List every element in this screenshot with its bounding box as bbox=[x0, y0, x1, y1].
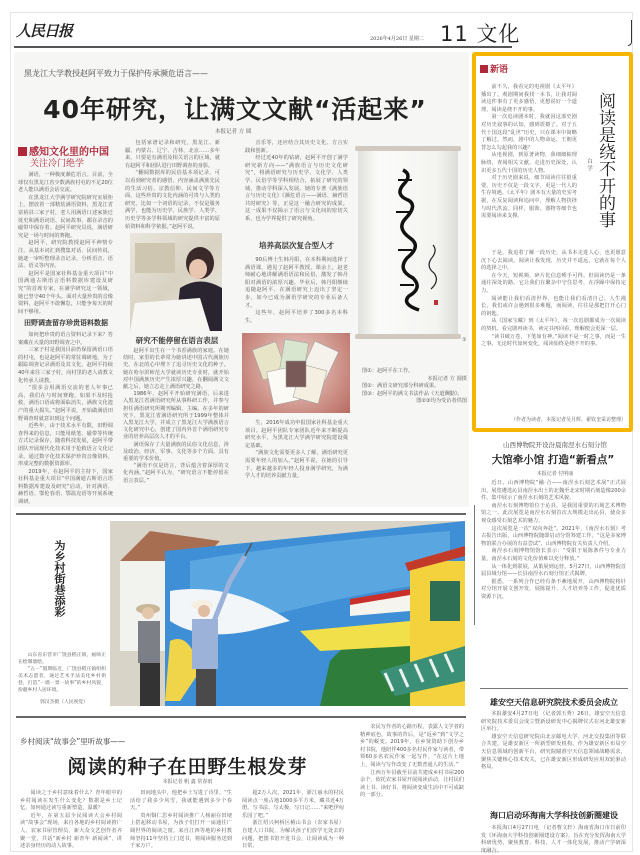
masthead-logo: 人民日报 bbox=[16, 22, 73, 40]
section-bracket bbox=[628, 20, 632, 46]
paragraph: 1986年，赵阿平开始研究满语，后来进入黑龙江省满语研究所从事科研工作，并参与担任满语研究所期刊编辑、主编。在多年的研究下，黑龙江省满语研究所于1999年整体并入黑龙江大学，并成立了黑龙江大学满族语言文化研究中心，创建了国内外首个满语研究专业的培养高层次人才的平台。 bbox=[123, 391, 229, 441]
paragraph: 据悉，一系列合作已经有条不紊地展开，山西博物院将针对分馆开展文创开发、展陈提升、人才培养等工作，促进优质资源下沉。 bbox=[481, 578, 626, 600]
subhead-talent: 培养高层次复合型人才 bbox=[259, 241, 334, 250]
col1b-body bbox=[18, 332, 113, 504]
paragraph: 南涅水石刻博物馆位于沁县，是我国重要的石刻艺术博物馆之一。此次展览是南涅水石刻首次大规模走出沁县，使众多观众感受石刻艺术的魅力。 bbox=[481, 502, 626, 524]
paragraph: 从电视剧，到原著读物，我细细梳理脉络，查阅相关文献，走进历史深处，认识更多五代十国的历史人物。 bbox=[481, 152, 577, 174]
column-tag-icon bbox=[18, 147, 27, 156]
commentary-author: 白 学 bbox=[586, 158, 592, 171]
reading-col3 bbox=[242, 790, 344, 852]
xiongan-headline: 雄安空天信息研究院技术委员会成立 bbox=[490, 698, 618, 707]
paragraph: 农民写作者的心路历程，表露人文学者的精神底色。故事的背后，是“返乡”到“文学之乡”的蜕变。2019年，在乡贤资助下创办乡村书院，他陪伴400多名村民作家与读者，带领60多名农民作家一起写作，“在这片土地上，阅读与写作改变了无数普通人的生活。” bbox=[360, 724, 464, 768]
paragraph: 阅读之于乡村意味着什么？青年眼中的乡村阅读在发生什么变化？数据是乡土记忆，如何通过读写重新塑造，温暖？ bbox=[20, 790, 122, 812]
photo-books bbox=[242, 333, 350, 413]
paragraph: 这次展览是一次“双向奔赴”。2021年，《南涅水石刻》考古报告出版，山西博物院随即启动分馆筹建工作。“这是多家博物馆联合办展的有益尝试”，山西博物院有关负责人介绍。 bbox=[481, 525, 626, 547]
paragraph: “读书破万卷，下笔如有神。”阅读不是一时之事，而是一生之事。无论时代如何变化，阅读始终是绕不开的事。 bbox=[481, 333, 626, 348]
photo-story-caption bbox=[18, 652, 106, 698]
paragraph: 赵阿平是国家社科基金重大项目“中国满通古斯语言语料数据库建设及研究”的首席专家，在满学研究这一领域，她已坚守40个年头。面对大量珍贵的音像资料，赵阿平不敢懈怠，只能争每天的时间不够用。 bbox=[18, 270, 113, 315]
museum-headline: 大馆牵小馆 打造“新看点” bbox=[491, 454, 615, 466]
museum-kicker: 山西博物院开设汾晨南涅水石刻分馆 bbox=[503, 441, 607, 449]
paragraph: 赵阿平出生在一个书香满族的家庭。在她幼时，家里的长辈常为她讲述中国古代满族历史。在北的心中埋下了追寻历史文化的种子。她在哈尔滨师范大学就读历史专业时，就开始对中国满族历史产生浓厚兴趣，在翻阅满文文献之后，她立志走上满语研究之路。 bbox=[123, 348, 229, 391]
column-subtitle: 关注冷门绝学 bbox=[30, 159, 85, 169]
haikou-headline: 海口启动环海南大学科技创新圈建设 bbox=[490, 811, 618, 820]
paragraph: 对于历史剧来说，细节阅读往往很重要。历史不仅是一段文字，更是一代人的生存境遇。《太平年》剧本有大量的史实考据，在反复阅读和追问中，理解人物抉择与时代洪流。同样，服饰、器物等细节也需要阅读来支撑。 bbox=[481, 175, 577, 220]
reading-col2 bbox=[130, 790, 232, 852]
paragraph: 浙江绍兴柯桥区稽山书会（农家书屋）自建人口书院，为解决孩子们放学无处去的问题，把图书馆开进书会，让阅读成为一种日常。 bbox=[242, 820, 344, 850]
photo-captions: 图①：赵阿平在工作。 本报记者 方 圆摄 图②：满语文研究部分科研成果。 图③：赵阿平的满文书法作品《天道酬勤》。 图②③均为受访者供图 bbox=[362, 368, 467, 405]
subhead-fieldwork: 田野调查留存珍贵语料数据 bbox=[24, 319, 108, 327]
paragraph: 90后博士生韩丹阳，在本科期间选择了满语课，遇见了赵阿平教授。课余上，赵老师耐心地讲解满语语法和民俗，激发了韩丹阳对满语的浓厚兴趣。毕业后，韩丹阳继续追随赵阿平，在满语研究上迈出了坚定一步，如今已成为满语学研究的专业后备人才。 bbox=[245, 257, 348, 309]
paragraph: 近年，在第五届全民阅读大会乡村阅读“故事会”现场，来自各地的乡村阅读推广人、农家书屋管理员、新大众文艺创作者齐聚一堂，共话“新乡村 新青年 新阅读”，讲述亲身经历的动人故事。 bbox=[20, 812, 122, 850]
reading-headline: 阅读的种子在田野生根发芽 bbox=[67, 756, 308, 778]
paragraph: 于是，我追着了解一段历史，从书本走进人心，也更愿意沉下心去阅读。阅读让我发现，历史并不遥远，它就在每个人的选择之中。 bbox=[481, 250, 626, 272]
column-divider bbox=[474, 505, 475, 625]
main-headline: 40年研究，让满文文献“活起来” bbox=[43, 95, 427, 124]
paragraph: 经过近40年的钻研，赵阿平开创了满学研究新方向——“满族语言与历史文化研究”，将满语研究与历史学、文化学、人类学、民俗学等学科相结合，拓展了研究的领域，推动学科深入发展。她的专著《满族语言与历史文化》《濒危语言——满语、赫哲语共时研究》等，正是这一融合研究的成果。这一成果不仅揭示了语言与文化间的密切关系，也为学界提供了研究视角。 bbox=[245, 155, 348, 222]
paragraph: 这些年，赵阿平培养了300多名本科生。 bbox=[245, 310, 348, 324]
commentary-body-top bbox=[481, 84, 577, 249]
photo-researcher bbox=[130, 233, 222, 331]
paragraph: 在黑龙江大学满学研究院研究室展柜上，摆放着一部精装满语资料，黑龙江省富裕县三家子村，老人用满语口述家族迁徙史和满语词语、民间故事，都在录音的磁带中保存着。赵阿平研究员说，满语研究是一场与时间的赛跑。 bbox=[18, 194, 113, 239]
paragraph: 第一次追读剧本时，我就因这部史剧对历史叙事的认知，感到震撼了。对于五代十国这段“乱世”历史，只在课本中简略了解过。然而，剧中的人物命运、王朝更替怎么勾起我的兴趣？ bbox=[481, 114, 577, 151]
paragraph: 从《国家宝藏》到《太平年》，每一次追剧都成为一次阅读的契机。看完剧再读书，读完书再回看，理解便会更深一层。 bbox=[481, 318, 626, 332]
paragraph: 超2万人次。2021年，浙江丽水的村民阅读点一度占地1000多平方米，藏书近4万册。写书法、写太极、写日记……“来吧伊甸乐园了吧。” bbox=[242, 790, 344, 819]
paragraph: 近些年，由于技术水平有限，田野调查得来的信息，只能用纸笔、磁带等传统方式记录保存。随着科技发展，赵阿平带团队开展现代化技术用于抢救语言文化记录，通过数字化技术保护珍贵音像资料，形成完整的数据资源库。 bbox=[18, 423, 113, 468]
col2b-body bbox=[123, 348, 229, 506]
paragraph: 音乐等，还应结合其历史文化、方言实践和创新。 bbox=[245, 140, 348, 154]
paragraph: 生，2016年成功申报国家社科基金重大项目。赵阿平团队专家团队近年来不断提高研究水平，为黑龙江大学满学研究院建设奠定基础。 bbox=[245, 420, 348, 449]
photo-number-1: ① bbox=[462, 337, 467, 343]
reading-col4 bbox=[360, 724, 464, 852]
paragraph: 从一体化到联展，从策展到运营，5月27日，山西博物院首届县域分馆——长县南涅水石刻分馆正式揭牌。 bbox=[481, 563, 626, 578]
museum-byline: 本报记者 付明丽 bbox=[536, 471, 574, 477]
museum-body bbox=[481, 480, 626, 680]
commentary-tag-label: 新语 bbox=[490, 65, 509, 75]
paragraph: 包括家谱记录和研究，黑龙江、新疆、内蒙古、辽宁、吉林、北京……多年来，只要是有满语及相关语言的区域，就有赵阿平和团队进行田野调查的身影。 bbox=[125, 140, 220, 169]
column-tag-label: 感知文化里的中国 bbox=[29, 147, 109, 158]
col2-body bbox=[125, 140, 220, 232]
paragraph: 贵州铜仁思乡村阅读推广人杨丽在田埂上搭起移动书屋，为孩子们打开一扇通往广阔世界的阅读之窗。来自江西等地的乡村教师坚持11年坚持上门送书，将阅读服务送到千家万户。 bbox=[130, 812, 232, 850]
paragraph: “很多会用满语交流的老人年事已高，我们在与时间赛跑。如果不及时抢救，满语口语或将面临消失，满族文化遗产的重大损失。”赵阿平说，开始做满语田野调查时就意识到这个问题。 bbox=[18, 385, 113, 422]
paragraph: 山东省东营市广饶县稻庄镇，画师正在绘制墙绘。 bbox=[18, 653, 106, 665]
commentary-tag bbox=[480, 62, 508, 75]
main-byline: 本报记者 方 圆 bbox=[215, 129, 252, 135]
page-label bbox=[440, 18, 520, 48]
reading-byline: 本报记者 帆 鑫 常春雨 bbox=[162, 779, 213, 785]
paragraph: 三家子村是我国目前仍保留满语口语的村屯，也是赵阿平的常驻调研地。为了跟踪调查记录满语及其文化，赵阿平持续40年来往三家子村，向村里的老人请教文化传承人请教。 bbox=[18, 347, 113, 384]
section-name: 文化 bbox=[476, 22, 521, 46]
reading-kicker: 乡村阅读“故事会”里听故事—— bbox=[20, 737, 126, 746]
masthead-rule bbox=[14, 46, 512, 48]
paragraph: 阅读能让我们看清世界，也能让我们看清自己。人生漫长，我们或许会遇到很多难题，而阅读，往往是那把打开心门的钥匙。 bbox=[481, 295, 626, 317]
col3-body bbox=[245, 140, 348, 228]
paragraph: 南涅水石刻博物馆馆长表示：“受限于展陈条件与专业力量，南涅水石刻的文化价值难以充分释放。” bbox=[481, 548, 626, 562]
paragraph: 在今天，短视频、碎片化信息唾手可得。但阅读仍是一条通往深处的路，它让我们在繁杂中守住思考，在浮躁中保持定力。 bbox=[481, 272, 626, 294]
photo-calligraphy-scroll bbox=[358, 150, 458, 335]
haikou-body bbox=[481, 825, 626, 852]
commentary-credit: （作者为读者，本报记者吴月辉、翟钦奎采访整理） bbox=[510, 417, 626, 423]
xiongan-body bbox=[481, 711, 626, 795]
paragraph: 满语保存了大量满族的民俗文化信息，涉及政治、经济、军事、文化等多个方面，具有重要的学术价值。 bbox=[123, 441, 229, 463]
divider bbox=[16, 716, 466, 718]
paragraph: 江西万年县截至目前共建成乡村书屋200余个，依托农家书屋开展阅读活动，让村民们读上书、读好书，将阅读变成生活中不可或缺的一部分。 bbox=[360, 769, 464, 799]
col3b-body bbox=[245, 257, 348, 324]
paragraph: “满族文化需要更多人了解，满语研究更需要年轻人的加入。”赵阿平说，在她的引导下，越来越多的年轻人投身满学研究，为满学人才的培养贡献力量。 bbox=[245, 450, 348, 480]
paragraph: 如何把珍贵的语言资料记录下来？答案藏在大量的田野调查之中。 bbox=[18, 332, 113, 346]
paragraph: 近日，山西博物院“融·合——南涅水石刻艺术展”正式展出，展览遴选沁县南涅水出土的北魏至北宋时期石刻造像200余件，集中展示了南涅水石刻的艺术风貌。 bbox=[481, 480, 626, 502]
col3c-body bbox=[245, 420, 348, 505]
photo-mural-painting bbox=[110, 521, 465, 706]
photo-story-title: 为乡村街巷添彩 bbox=[53, 540, 66, 617]
paragraph: 赵阿平，研究院教授赵阿平神情专注，从基本词汇到搜集对话、民间传说，她逐一审听整理录音记录，分析语音、语法、语义等内容。 bbox=[18, 240, 113, 270]
reading-col1 bbox=[20, 790, 122, 852]
paragraph: 雄安空天信息研究院由北京邮电大学、河北交投集团等联合共建，是雄安新区一所新型研发机构。作为雄安新区布局空天信息领域的创新平台，研究院瞄准空天信息领域战略需求，聚焦关键核心技术攻关，已在雄安新区形成研发应用双轮驱动格局。 bbox=[481, 733, 626, 771]
commentary-body-bottom bbox=[481, 250, 626, 415]
commentary-tag-icon bbox=[480, 65, 488, 73]
paragraph: 本报雄安4月27日电 （记者郭玉秀）26日，雄安空天信息研究院技术委员会成立暨新设研发中心揭牌仪式在河北雄安新区举行。 bbox=[481, 711, 626, 733]
paragraph: 2019年，在赵阿平的主持下，国家社科基金重大项目“中国满通古斯语言语料数据库建设及研究”启动，针对满语、赫哲语、鄂伦春语、鄂温克语等开展系统调研。 bbox=[18, 468, 113, 506]
issue-date: 2026年4月26日 星期二 bbox=[370, 36, 424, 42]
divider bbox=[16, 513, 466, 515]
subhead-beyond-language: 研究不能停留在语言表层 bbox=[135, 336, 219, 345]
paragraph: “满语不仅是语言，背后蕴含着深厚的文化内涵。”赵阿平认为，“研究语言不能停留在语言表层。” bbox=[123, 463, 229, 484]
paragraph: 前不久，我看完的电视剧《太平年》播出了。观剧期间我找一本书，让我对阅读这件事有了更多感悟，更想说好一个道理，阅读是绕不开的事。 bbox=[481, 84, 577, 113]
divider bbox=[480, 688, 628, 689]
commentary-title: 阅读是绕不开的事 bbox=[595, 92, 615, 228]
photo-story-credit: 郭汉杰摄（人民视觉） bbox=[40, 700, 88, 705]
paragraph: 本报海口4月27日电 （记者曹文轩）海南省海口市日前印发《环海南大学科技创新圈建设方案》，旨在充分发挥海南大学科研优势，聚焦教育、科技、人才一体化发展，推动产学研深度融合。 bbox=[481, 825, 626, 854]
paragraph: “翻阅数据库的民俗基本项记录，可以看到研究者的感悟，内容涵盖满族先民的生活习俗、宗教信仰、民间文学等方面，这些珍贵的文化内涵的可贵与人类的研究。比如一个词语的记录，不仅是服务满学，也能为历史学、民族学、人类学、历史学等多学科领域的研究提供丰富的原始资料和科学依据。”赵阿平说。 bbox=[125, 170, 220, 230]
paragraph: 田间地头中，他把乡土写进了诗里。“生活给了我多少风雪，我就能遇到多少个春天。” bbox=[130, 790, 232, 812]
page-number: 11 bbox=[440, 22, 469, 46]
paragraph: 满语，一种极度濒危语言。目前，全球仅有黑龙江省少数满族村屯的不足20位老人能以满语会话交流。 bbox=[18, 172, 113, 194]
col1-body bbox=[18, 172, 113, 314]
paragraph: “五一”假期临近，广饶县稻庄镇组织美术志愿者，通过艺术手法美化乡村街巷，打造“一墙一景一故事”的乡村风貌，扮靓乡村人居环境。 bbox=[18, 667, 106, 693]
main-kicker: 黑龙江大学教授赵阿平致力于保护传承濒危语言—— bbox=[24, 69, 208, 78]
